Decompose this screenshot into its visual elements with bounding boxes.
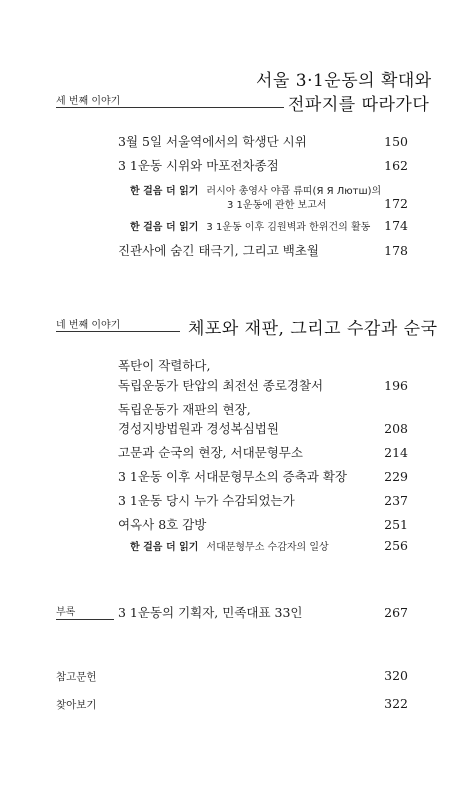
references-label: 참고문헌: [56, 671, 97, 683]
toc-entry-page: 214: [384, 445, 408, 460]
toc-entry[interactable]: [118, 515, 408, 533]
part4-rule: [56, 331, 180, 332]
toc-entry-title: 독립운동가 재판의 현장,: [118, 402, 251, 417]
appendix-title: 3 1운동의 기획자, 민족대표 33인: [118, 605, 303, 620]
toc-entry-title: 3월 5일 서울역에서의 학생단 시위: [118, 134, 307, 149]
toc-entry-title2: 독립운동가 탄압의 최전선 종로경찰서: [118, 378, 324, 393]
read-more-tag: 한 걸음 더 읽기: [130, 222, 199, 233]
toc-entry-title: 3 1운동 이후 서대문형무소의 증축과 확장: [118, 469, 347, 484]
toc-subentry-title: 러시아 총영사 야콥 류띠(Я Я Лютш)의: [206, 186, 382, 197]
toc-entry-page: 320: [384, 668, 408, 683]
toc-entry-title: 3 1운동 시위와 마포전차종점: [118, 158, 279, 173]
toc-entry-title2: 경성지방법원과 경성복심법원: [118, 421, 279, 436]
toc-entry[interactable]: [118, 467, 408, 485]
read-more-tag: 한 걸음 더 읽기: [130, 542, 199, 553]
toc-subentry-title: 서대문형무소 수감자의 일상: [206, 542, 329, 553]
toc-subentry-title: 3 1운동 이후 김원벽과 한위건의 활동: [206, 222, 371, 233]
toc-entry[interactable]: [118, 419, 408, 437]
part3-label: 세 번째 이야기: [56, 96, 121, 107]
toc-entry-title: 폭탄이 작렬하다,: [118, 358, 211, 373]
toc-entry-page: 237: [384, 493, 408, 508]
toc-entry[interactable]: [118, 156, 408, 174]
part3-title-line2: 전파지를 따라가다: [288, 95, 430, 115]
toc-entry-title: 진관사에 숨긴 태극기, 그리고 백초월: [118, 243, 319, 258]
part4-label: 네 번째 이야기: [56, 320, 121, 331]
toc-entry-page: 162: [384, 158, 408, 173]
toc-entry-page: 196: [384, 378, 408, 393]
toc-entry-title: 3 1운동 당시 누가 수감되었는가: [118, 493, 295, 508]
toc-entry[interactable]: [118, 491, 408, 509]
toc-subentry[interactable]: [130, 218, 408, 233]
toc-subentry-title2: 3 1운동에 관한 보고서: [227, 200, 327, 211]
part3-title-line1: 서울 3·1운동의 확대와: [256, 71, 432, 91]
toc-entry-page: 322: [384, 696, 408, 711]
part4-title: 체포와 재판, 그리고 수감과 순국: [188, 319, 438, 339]
toc-entry-page: 251: [384, 517, 408, 532]
toc-entry[interactable]: [118, 241, 408, 259]
read-more-tag: 한 걸음 더 읽기: [130, 186, 199, 197]
toc-entry[interactable]: [118, 132, 408, 150]
toc-subentry[interactable]: [130, 538, 408, 553]
toc-entry[interactable]: [118, 376, 408, 394]
toc-entry-page: 150: [384, 134, 408, 149]
appendix-label: 부록: [56, 607, 76, 618]
toc-entry-page: 267: [384, 605, 408, 620]
back-matter-entry[interactable]: [56, 696, 408, 712]
toc-subentry[interactable]: [130, 182, 381, 197]
back-matter-entry[interactable]: [56, 668, 408, 684]
part3-rule: [56, 107, 284, 108]
toc-entry[interactable]: [118, 443, 408, 461]
toc-entry-page: 174: [384, 218, 408, 233]
toc-entry-page: 256: [384, 538, 408, 553]
toc-entry-page: 208: [384, 421, 408, 436]
toc-entry-title: 여옥사 8호 감방: [118, 517, 207, 532]
index-label: 찾아보기: [56, 699, 97, 711]
toc-entry[interactable]: [118, 603, 408, 621]
toc-entry-title: 고문과 순국의 현장, 서대문형무소: [118, 445, 303, 460]
toc-subentry-cont[interactable]: [227, 196, 408, 211]
appendix-rule: [56, 619, 114, 620]
toc-entry-page: 178: [384, 243, 408, 258]
toc-entry-page: 229: [384, 469, 408, 484]
toc-entry-page: 172: [384, 196, 408, 211]
